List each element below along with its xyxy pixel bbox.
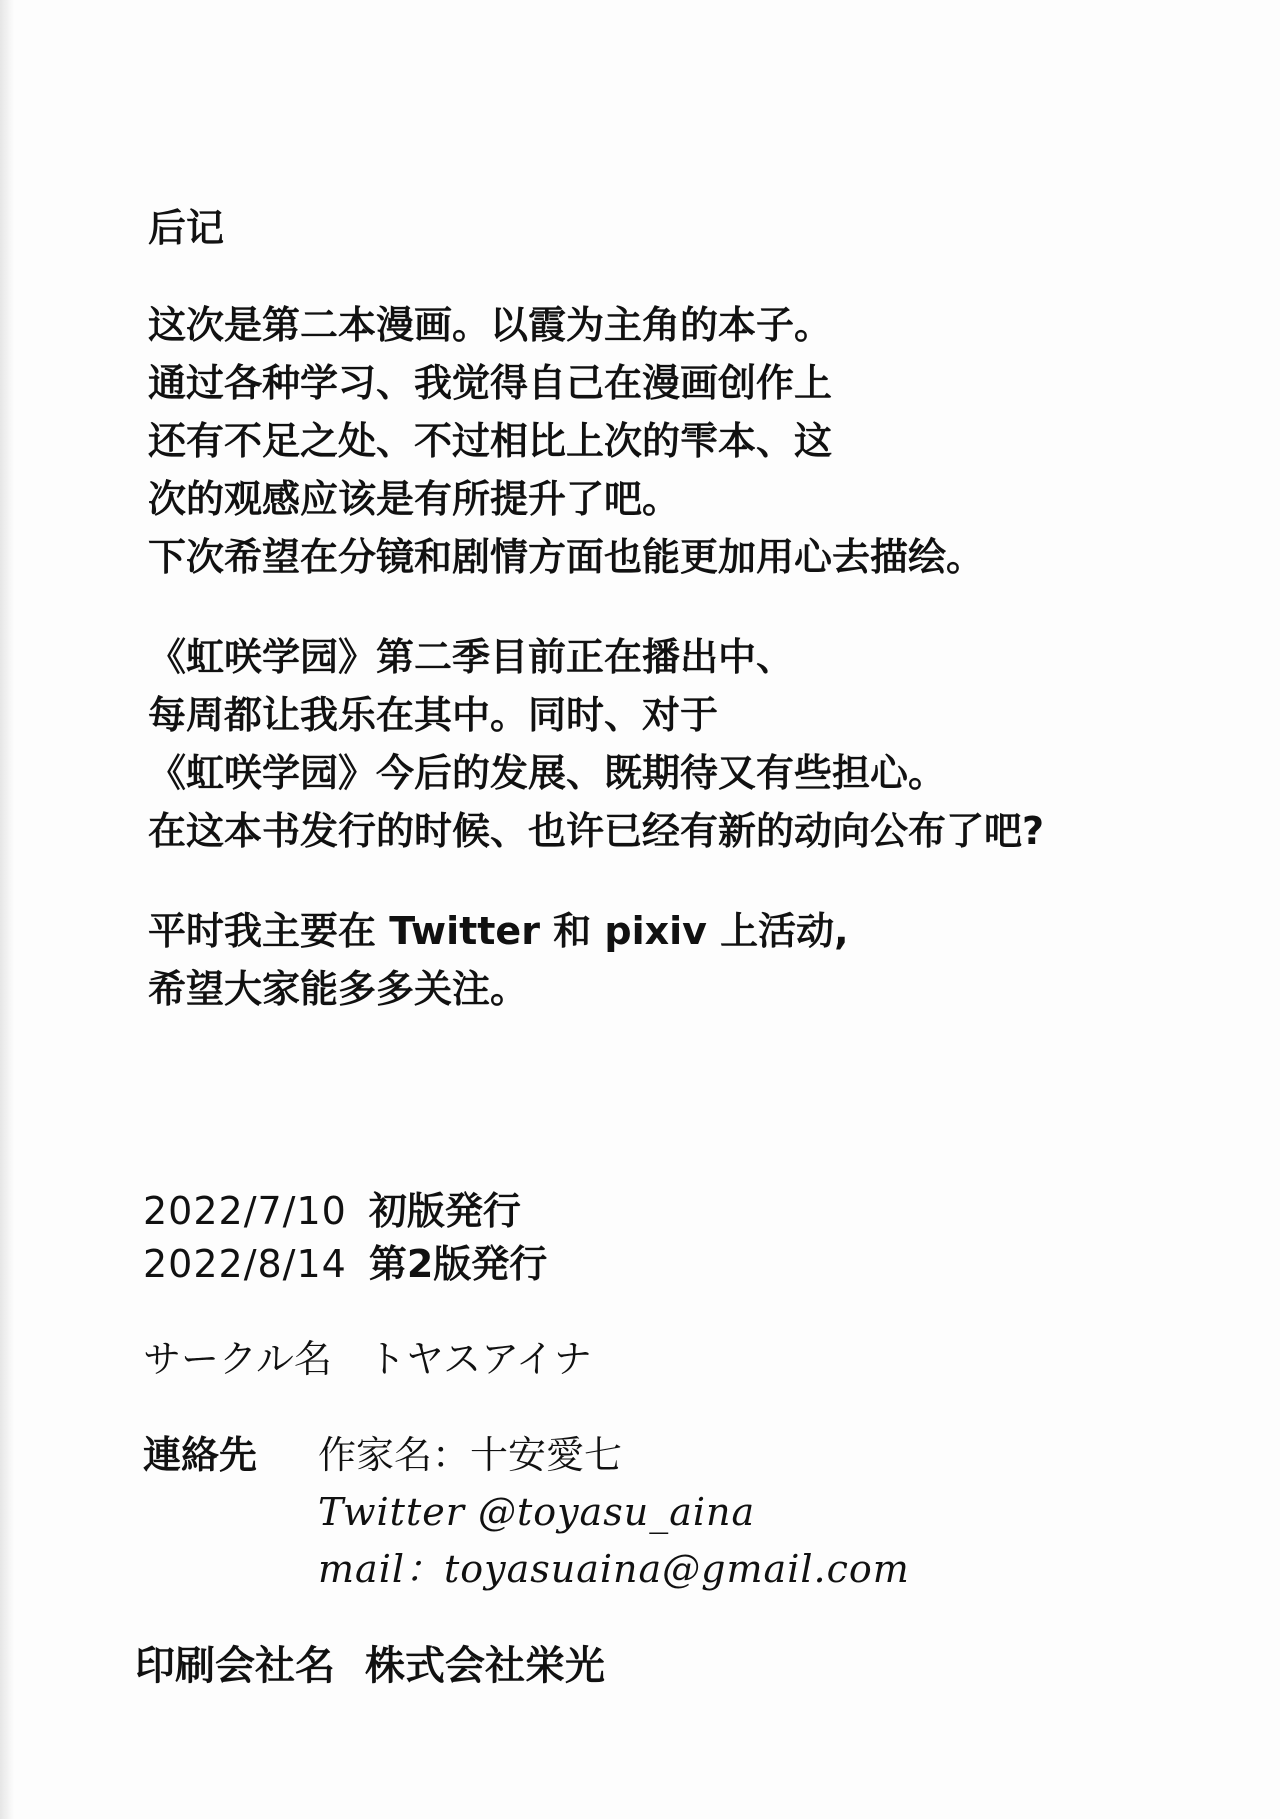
circle-value: トヤスアイナ — [367, 1337, 592, 1381]
paragraph-line: 平时我主要在 Twitter 和 pixiv 上活动, — [148, 909, 849, 953]
edition-date: 2022/8/14 — [143, 1242, 347, 1286]
contact-key: 連絡先 — [143, 1433, 258, 1477]
paragraph-line: 次的观感应该是有所提升了吧。 — [148, 477, 681, 521]
paragraph-line: 《虹咲学园》今后的发展、既期待又有些担心。 — [148, 751, 947, 795]
paragraph-line: 每周都让我乐在其中。同时、对于 — [148, 693, 719, 737]
contact-block — [143, 1427, 1253, 1598]
paragraph-line: 下次希望在分镜和剧情方面也能更加用心去描绘。 — [148, 535, 985, 579]
paragraph-line: 这次是第二本漫画。以霞为主角的本子。 — [148, 303, 833, 347]
edition-label: 第2版発行 — [368, 1242, 548, 1286]
edition-line-second — [143, 1238, 1253, 1291]
printer-value: 株式会社栄光 — [365, 1643, 605, 1689]
edition-label: 初版発行 — [368, 1189, 521, 1233]
afterword-heading: 后记 — [148, 206, 225, 250]
author-name: 作家名：十安愛七 — [318, 1433, 623, 1477]
paragraph-line: 还有不足之处、不过相比上次的雫本、这 — [148, 419, 833, 463]
mail-address: mail：toyasuaina@gmail.com — [318, 1547, 910, 1591]
circle-key: サークル名 — [143, 1337, 332, 1381]
paragraph-line: 通过各种学习、我觉得自己在漫画创作上 — [148, 361, 833, 405]
edition-date: 2022/7/10 — [143, 1189, 347, 1233]
page-edge-shadow — [0, 0, 14, 1819]
afterword-section — [148, 200, 1258, 1060]
paragraph-line: 希望大家能多多关注。 — [148, 967, 529, 1011]
printer-line — [135, 1638, 605, 1694]
afterword-paragraph-1 — [148, 296, 1258, 586]
printer-key: 印刷会社名 — [135, 1643, 335, 1689]
paragraph-line: 《虹咲学园》第二季目前正在播出中、 — [148, 635, 795, 679]
twitter-handle: Twitter @toyasu_aina — [318, 1490, 756, 1534]
colophon-section — [143, 1185, 1253, 1598]
paragraph-line: 在这本书发行的时候、也许已经有新的动向公布了吧? — [148, 809, 1045, 853]
afterword-paragraph-2 — [148, 628, 1258, 860]
afterword-paragraph-3 — [148, 902, 1258, 1018]
edition-line-first — [143, 1185, 1253, 1238]
circle-name-line — [143, 1331, 1253, 1387]
contact-details — [318, 1427, 910, 1598]
